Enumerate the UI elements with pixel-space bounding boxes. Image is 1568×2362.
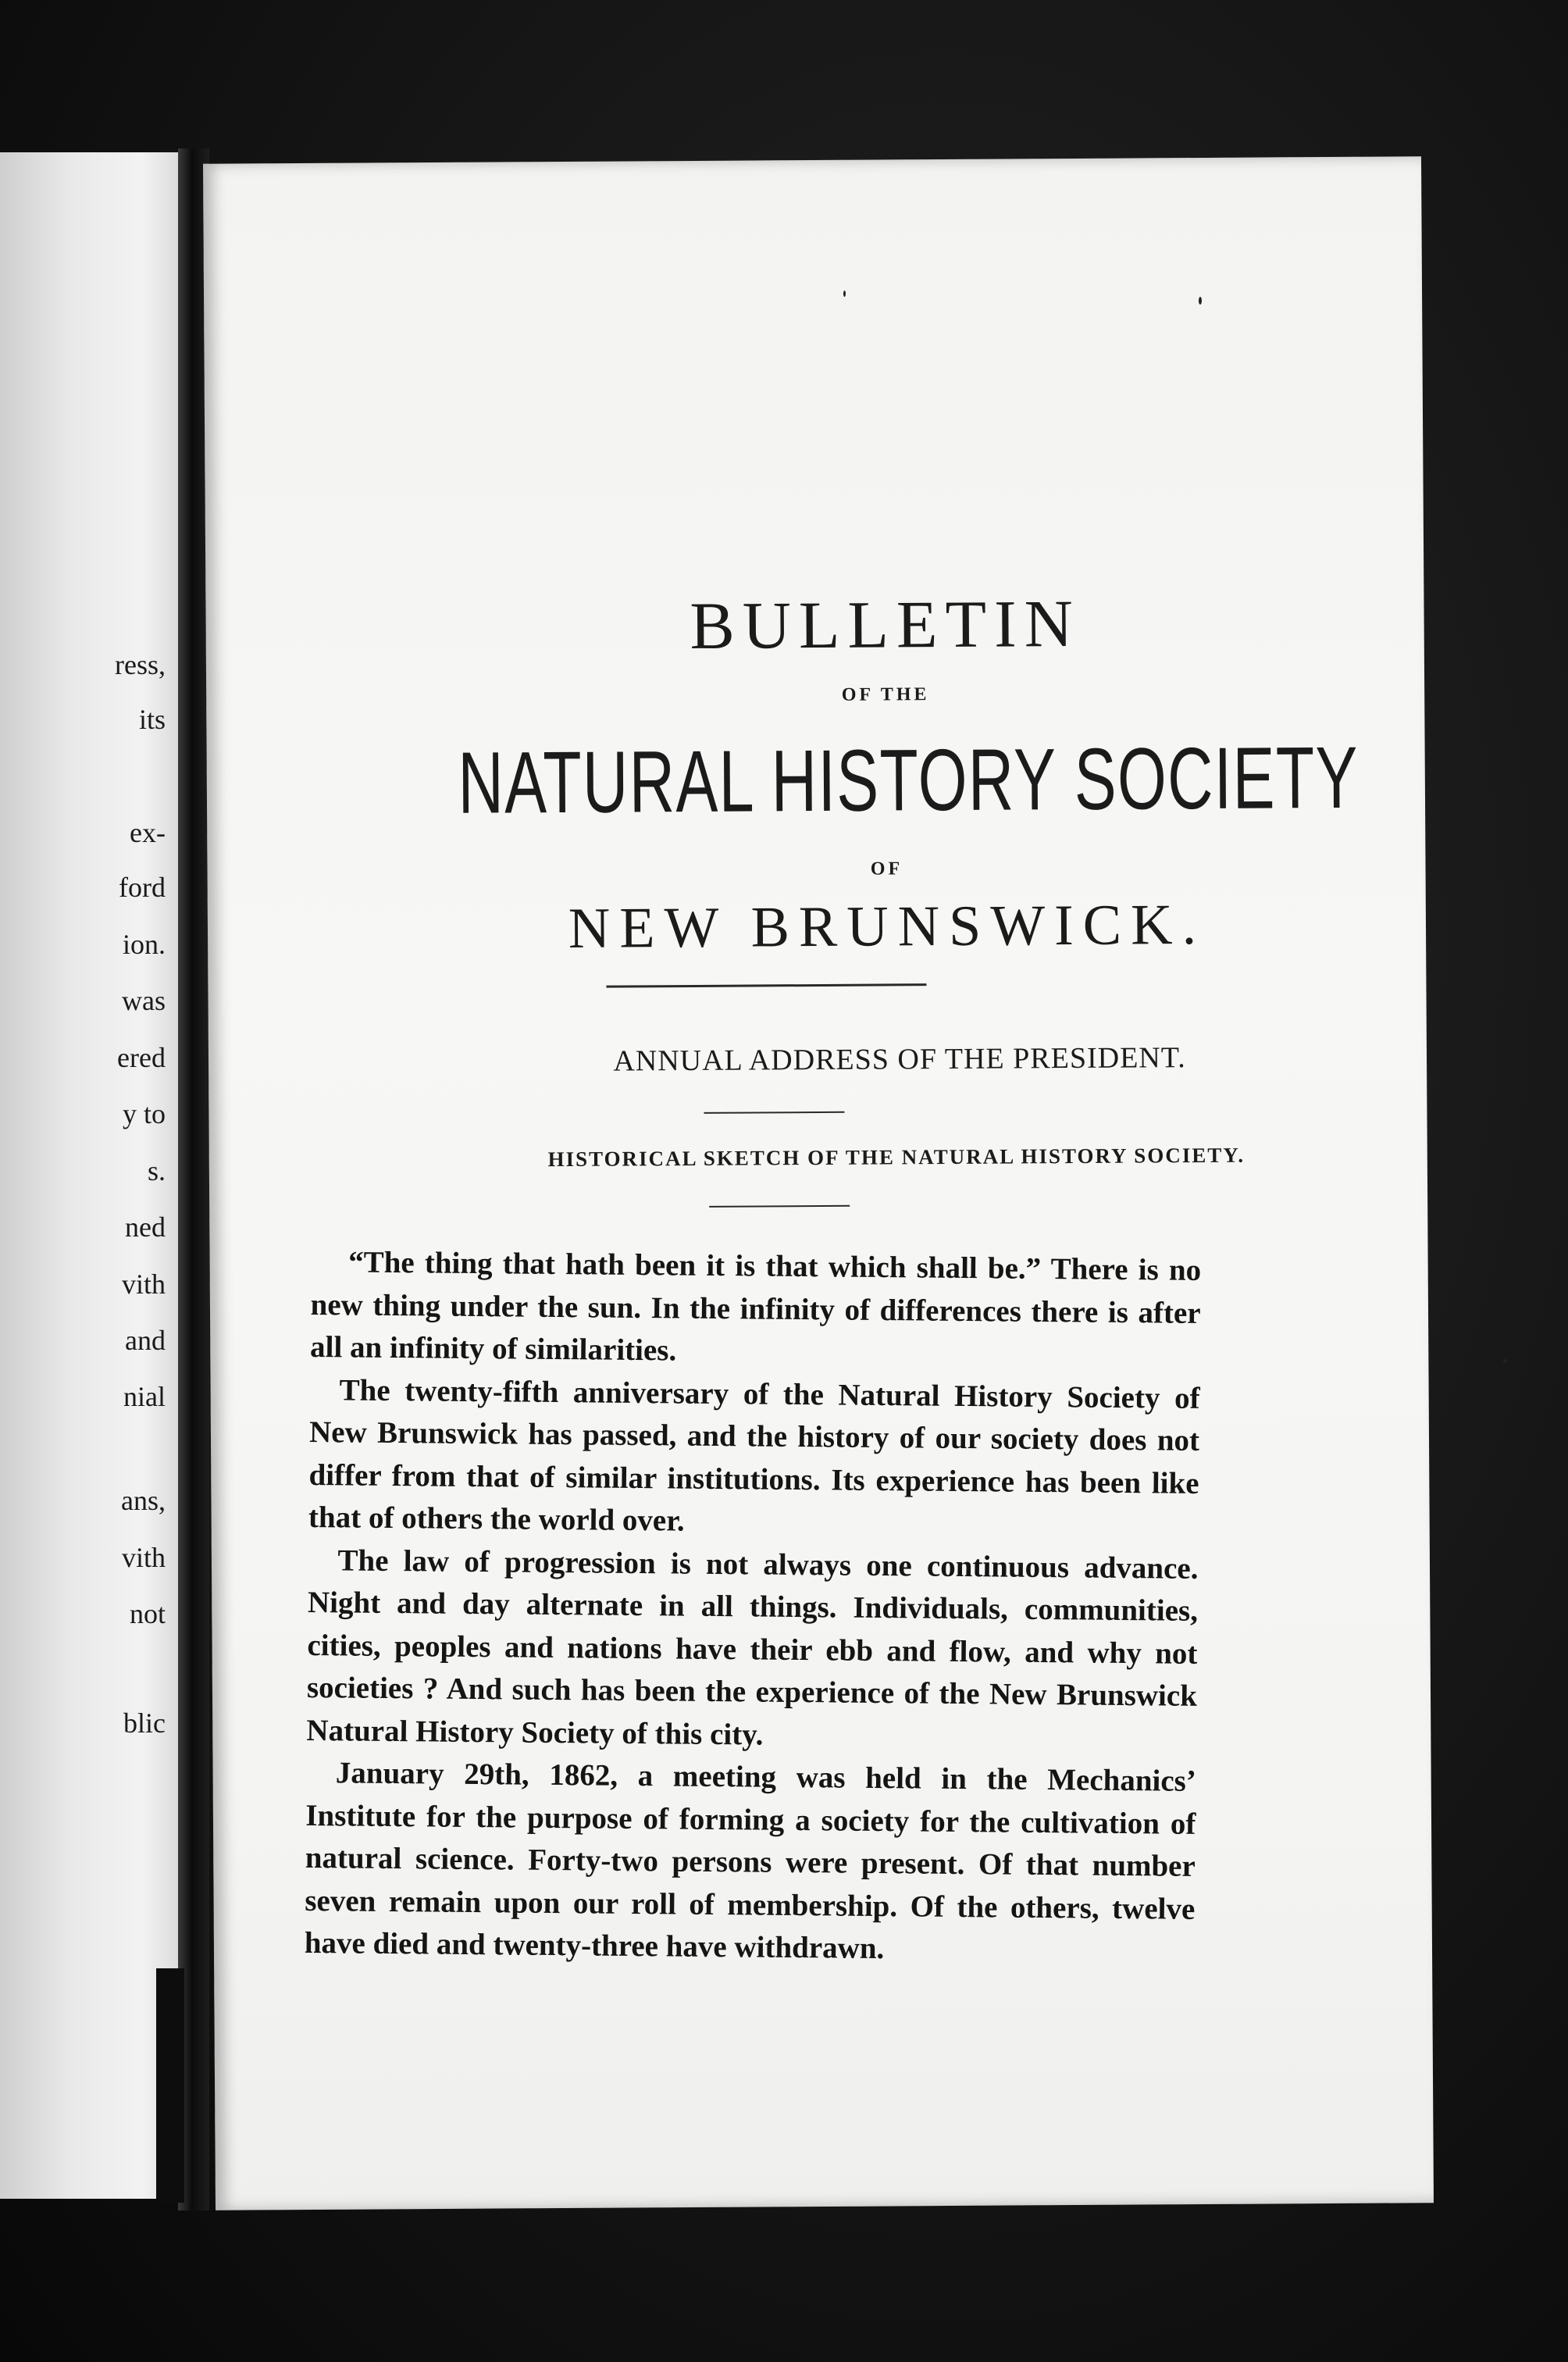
address-body <box>305 1241 1202 1973</box>
facing-page-word: ans, <box>121 1485 166 1516</box>
bulletin-title: BULLETIN <box>690 585 1082 663</box>
facing-page-word: not <box>129 1598 166 1629</box>
paragraph: January 29th, 1862, a meeting was held in the Mechanics’ Institute for the purpose of forming a society for the cultivation of natural science. Forty-two persons were present. Of that number seven remain upon our roll of membership. Of the others, twelve have died and twenty-three have withdrawn. <box>304 1756 1197 1966</box>
facing-page-word: ford <box>119 872 166 903</box>
paragraph: “The thing that hath been it is that which shall be.” There is no new thing under the sun. In the infinity of differences there is after all an infinity of similarities. <box>309 1245 1202 1368</box>
dust-speck <box>1199 297 1202 305</box>
bulletin-page <box>203 156 1434 2210</box>
heading-divider <box>704 1111 844 1114</box>
facing-page-word: ned <box>125 1211 166 1243</box>
facing-page-word: ex- <box>130 817 166 848</box>
address-heading: ANNUAL ADDRESS OF THE PRESIDENT. <box>613 1041 1186 1078</box>
sketch-subheading: HISTORICAL SKETCH OF THE NATURAL HISTORY SOCIETY. <box>547 1143 1245 1172</box>
show-through-text <box>345 460 352 493</box>
society-name: NATURAL HISTORY SOCIETY <box>458 728 1360 832</box>
facing-page-word: nial <box>123 1381 166 1412</box>
book-gutter-shadow <box>156 1968 184 2203</box>
facing-page-word: vith <box>121 1268 166 1300</box>
facing-page-word: ion. <box>122 929 166 960</box>
facing-page-word: was <box>122 985 166 1016</box>
facing-page-word: s. <box>147 1155 166 1186</box>
place-name: NEW BRUNSWICK. <box>568 892 1206 961</box>
facing-page-word: ress, <box>115 649 166 680</box>
dust-speck <box>1503 1359 1507 1363</box>
facing-page-word: blic <box>123 1707 166 1739</box>
facing-page-word: vith <box>121 1542 166 1573</box>
facing-page-word: y to <box>122 1098 166 1129</box>
paragraph: The law of progression is not always one continuous advance. Night and day alternate in all things. Individuals, communities, cities, peoples and nations have their ebb and flow, and why not societies ? And such has been the experience of the New Brunswick Natural History Society of this city. <box>306 1543 1199 1752</box>
of-the-label: OF THE <box>841 684 930 705</box>
of-label: OF <box>870 858 903 880</box>
facing-page-word: ered <box>117 1042 166 1073</box>
facing-page-fragment <box>0 152 178 2199</box>
dust-speck <box>843 291 846 297</box>
facing-page-word: its <box>138 704 166 735</box>
facing-page-word: and <box>125 1325 166 1356</box>
paragraph: The twenty-fifth anniversary of the Natural History Society of New Brunswick has passed, and the history of our society does not differ from that of similar institutions. Its experience has been like that of others the world over. <box>308 1372 1200 1538</box>
subheading-divider <box>709 1205 850 1208</box>
title-divider <box>606 983 926 988</box>
